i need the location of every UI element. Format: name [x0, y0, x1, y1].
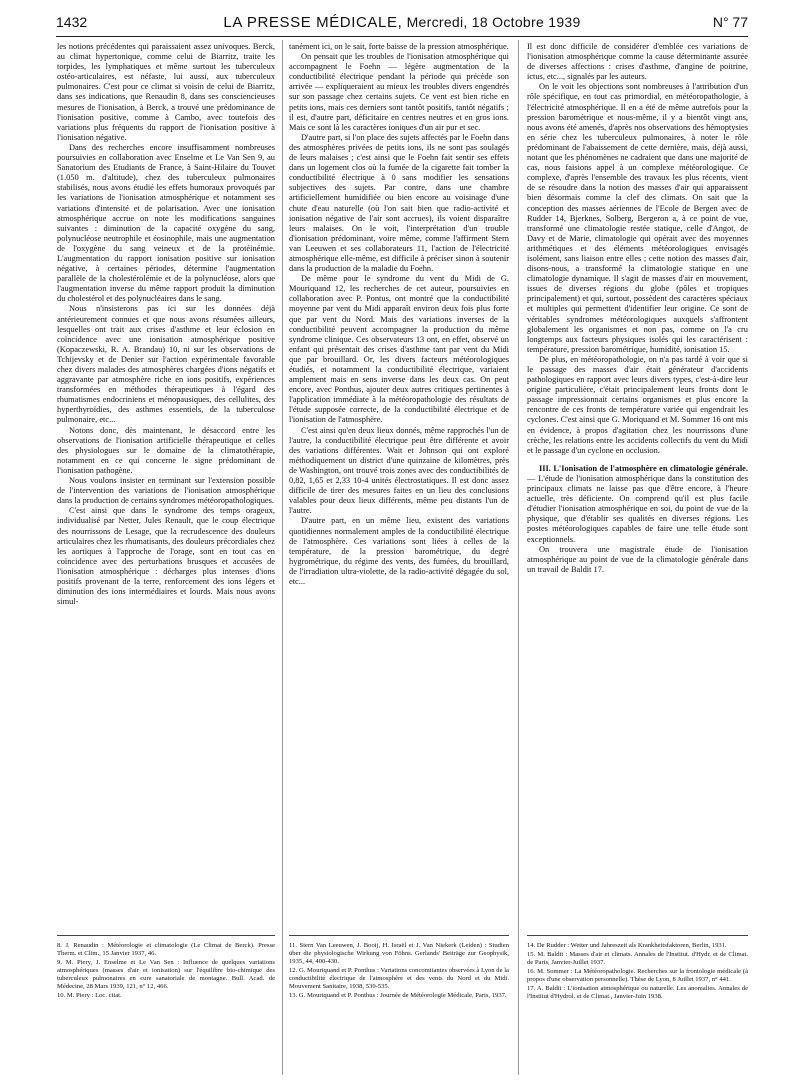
section-heading: III. L'Ionisation de l'atmosphère en climatologie générale.	[539, 463, 748, 473]
paragraph: tanément ici, on le sait, forte baisse de la pression atmosphérique.	[289, 42, 509, 51]
paragraph: De plus, en météoropathologie, on n'a pas tardé à voir que si le passage des masses d'air était générateur d'accidents pathologiques en rapport avec leurs divers types, c'est-à-dire leur origine particulière, c'était principalement leurs fronts dont le passage impressionnait certains organismes et plus encore la rencontre de ces fronts de température variée qui engendrait les cyclones. C'est ainsi que G. Moriquand et M. Sommer 16 ont mis en évidence, à propos d'agitation chez les nourrissons d'une crèche, les relations entre les accidents collectifs du vent du Midi et le passage d'un cyclone en occlusion.	[527, 354, 748, 455]
footnote: 10. M. Piery : Loc. citat.	[57, 992, 122, 999]
footnote: 11. Stern Van Leeuwen, J. Booij, H. Israël et J. Van Niekerk (Leiden) : Studien über die physiologische Wirkung von Föhns. Gerlands' Beiträge zur Geophysik, 1935, 44, 400-430.	[289, 942, 509, 965]
paragraph: D'autre part, en un même lieu, existent des variations quotidiennes normalement amples de la conductibilité électrique de l'atmosphère. Ces variations sont liées à celles de la température, de la pression barométrique, du degré hygrométrique, du régime des vents, des fumées, du brouillard, de l'irradiation ultra-violette, de la radio-activité dégagée du sol, etc...	[289, 516, 509, 586]
paragraph: Il est donc difficile de considérer d'emblée ces variations de l'ionisation atmosphérique comme la cause déterminante assurée de diverses affections : crises d'asthme, d'angine de poitrine, ictus, etc..., signalés par les auteurs.	[527, 42, 748, 82]
footnote-rule	[527, 935, 748, 936]
paragraph: On le voit les objections sont nombreuses à l'attribution d'un rôle spécifique, en tout cas primordial, en météoropathologie, à l'électricité atmosphérique. Il en a été de même autrefois pour la pression barométrique et nous-même, il y a bientôt vingt ans, nous avons été amenés, d'après nos observations des hémoptysies en série chez les tuberculeux pulmonaires, à noter le rôle prédominant de l'abaissement de cette dernière, mais, déjà aussi, notant que les phénomènes ne cadraient que dans une majorité de cas, nous faisions appel à un complexe météorologique. Ce complexe, d'après l'ensemble des travaux les plus récents, vient de se résoudre dans la notion des masses d'air qui apparaissent bien désormais comme la clef des climats. On sait que la conception des masses aériennes de l'Ecole de Bergen avec de Rudder 14, Bjerknes, Solberg, Bergeron a, à ce point de vue, transformé une climatologie restée statique, celle d'Angot, de Davy et de Marie, climatologie qui opérait avec des moyennes arithmétiques et des éléments météorologiques envisagés isolément, sans liaison entre elles ; cette notion des masses d'air, disons-nous, a transformé la climatologie statique en une climatologie dynamique. Il s'agit de masses d'air en mouvement, issues de diverses régions du globe (pôles et tropiques principalement) et qui, surtout, possèdent des caractères spéciaux et multiples qui permettent d'identifier leur origine. Ce sont de véritables syndromes météorologiques auxquels s'affrontent globalement les organismes et non pas, comme on l'a cru longtemps aux facteurs physiques isolés qui les caractérisent : température, pression barométrique, humidité, ionisation 15.	[527, 82, 748, 354]
section-paragraph	[527, 464, 748, 545]
paragraph: On trouvera une magistrale étude de l'ionisation atmosphérique au point de vue de la climatologie générale dans un travail de Baldit 17.	[527, 544, 748, 574]
footnote: 14. De Rudder : Wetter und Jahreszeit als Krankheitsfaktoren, Berlin, 1931.	[527, 942, 727, 949]
footnote: 12. G. Mouriquand et P. Ponthus : Variations concomitantes observées à Lyon de la conductibilité électrique de l'atmosphère et des vents du Nord et du Midi. Mouvement Sanitaire, 1938, 530-535.	[289, 967, 509, 990]
paragraph: Dans des recherches encore insuffisamment nombreuses poursuivies en collaboration avec Enselme et Le Van Sen 9, au Sanatorium des Etudiants de France, à Saint-Hilaire du Touvet (1.050 m. d'altitude), chez des tuberculeux pulmonaires stabilisés, nous avons étudié les effets humoraux provoqués par les variations de l'ionisation atmosphérique et notamment ses variations d'intensité et de polarisation. Avec une ionisation atmosphérique accrue on note les modifications sanguines suivantes : diminution de la capacité oxygène du sang, polynucléose neutrophile et éosinophile, mais une augmentation de l'oxygène du sang veineux et de la protéinémie. L'augmentation du rapport ionisation positive sur ionisation négative, à certaines périodes, détermine l'augmentation parallèle de la cholestérolémie et de la polynucléose, alors que l'augmentation inverse du même rapport produit la diminution du cholestérol et des polynucléaires dans le sang.	[57, 142, 275, 304]
footnotes-column-3	[527, 942, 748, 1002]
column-divider	[282, 40, 283, 1075]
paragraph: Nous voulons insister en terminant sur l'extension possible de l'intervention des variations de l'ionisation atmosphérique dans la production de certains syndromes météoropathologiques.	[57, 476, 275, 506]
column-3	[527, 42, 748, 575]
paragraph: D'autre part, si l'on place des sujets affectés par le Foehn dans des atmosphères privées de petits ions, ils ne sont pas soulagés de leurs malaises ; c'est ainsi que le Foehn fait sentir ses effets dans un logement clos où la fumée de la cigarette fait tomber la conductibilité électrique à 0 sans modifier les sensations subjectives des sujets. Par contre, dans une chambre artificiellement humidifiée ou bien encore au voisinage d'une chute d'eau naturelle (où l'on sait bien que radio-activité et ionisation négative de l'air sont accrues), ils voient disparaître leurs malaises. On le voit, l'interprétation d'un trouble d'ionisation prédominant, voire même, comme l'affirment Stern van Leeuwen et ses collaborateurs 11, l'action de l'électricité atmosphérique elle-même, est difficile à préciser sinon à soutenir dans la production de la maladie du Foehn.	[289, 132, 509, 274]
footnote-rule	[289, 935, 509, 936]
footnote-rule	[57, 935, 275, 936]
journal-name: LA PRESSE MÉDICALE,	[223, 14, 403, 31]
page-number: 1432	[56, 14, 88, 30]
footnote: 8. J. Renaudin : Météorologie et climatologie (Le Climat de Berck). Presse Therm. et Clim., 15 Janvier 1937, 46.	[57, 942, 275, 957]
paragraph: On pensait que les troubles de l'ionisation atmosphérique qui accompagnent le Foehn — légère augmentation de la conductibilité électrique pendant la période qui précède son arrivée — expliqueraient au mieux les troubles divers engendrés sur son passage chez certains sujets. Ce vent est bien riche en petits ions, mais ces derniers sont tantôt positifs, tantôt négatifs ; il est, d'autre part, déficitaire en centres neutres et en gros ions. Mais ce sont là les caractères ioniques d'un air pur et sec.	[289, 52, 509, 132]
issue-number: N° 77	[712, 14, 748, 30]
paragraph: C'est ainsi que dans le syndrome des temps orageux, individualisé par Netter, Jules Renault, que le coup électrique des nourrissons de Lesage, que la recrudescence des douleurs articulaires chez les rhumatisants, des douleurs précordiales chez les aortiques à l'approche de l'orage, sont en tout cas en coïncidence avec des perturbations brusques et accusées de l'ionisation atmosphérique : décharges plus intenses d'ions positifs provenant de la terre, renforcement des ions légers et diminution des ions intermédiaires et lourds. Mais nous avons simul-	[57, 506, 275, 607]
footnote: 17. A. Baldit : L'ionisation atmosphérique ou naturelle. Les anomalies. Annales de l'Institut d'Hydrol. et de Climat., Janvier-Juin 1938.	[527, 985, 748, 1000]
column-1	[57, 42, 275, 607]
issue-date: Mercredi, 18 Octobre 1939	[406, 14, 581, 30]
section-text: — L'étude de l'ionisation atmosphérique dans la constitution des principaux climats ne laisse pas que d'être encore, à l'heure actuelle, très déficiente. On comprend qu'il est plus facile d'étudier l'ionisation atmosphérique en soi, du point de vue de la physique, que d'établir ses qualités en diverses régions. Les postes météorologiques capables de faire une telle étude sont exceptionnels.	[527, 473, 748, 544]
footnote: 16. M. Sommer : La Météoropathologie. Recherches sur la frontologie médicale (à propos d'une observation personnelle). Thèse de Lyon, 8 Juillet 1937, n° 441.	[527, 968, 748, 983]
footnotes-column-2	[289, 942, 509, 1001]
paragraph: Nous n'insisterons pas ici sur les données déjà antérieurement connues et que nous avons résumées ailleurs, lesquelles ont trait aux crises d'asthme et leur éclosion en coïncidence avec une ionisation atmosphérique positive (Kopaczewski, R. A. Brandau) 10, ni sur les observations de Tchijevsky et de Denier sur l'action expérimentale favorable chez divers malades des atmosphères chargées d'ions négatifs et aggravante par atmosphère riche en ions positifs, expériences transformées en méthodes thérapeutiques à l'égard des rhumatismes endocriniens et ménopausiques, des cellulites, des hyperthyroïdies, des asthmes essentiels, de la tuberculose pulmonaire, etc...	[57, 304, 275, 425]
footnotes-column-1	[57, 942, 275, 1001]
running-header	[56, 10, 748, 37]
footnote: 15. M. Baldit : Masses d'air et climats. Annales de l'Institut. d'Hydr. et de Climat. de Paris, Janvier-Juillet 1937.	[527, 951, 748, 966]
paragraph: C'est ainsi qu'en deux lieux donnés, même rapprochés l'un de l'autre, la conductibilité électrique peut être différente et avoir des variations différentes. Wait et Johnson qui ont exploré méthodiquement un district d'une quinzaine de kilomètres, près de Washington, ont trouvé trois zones avec des conductibilités de 0,82, 1,65 et 2,33 10-4 unités électrostatiques. Il est donc assez difficile de tirer des mesures faites en un lieu des conclusions valables pour deux lieux différents, même peu distants l'un de l'autre.	[289, 425, 509, 516]
column-2	[289, 42, 509, 587]
journal-title	[56, 14, 748, 31]
footnote: 13. G. Mouriquand et P. Ponthus : Journée de Météorologie Médicale, Paris, 1937.	[289, 992, 507, 999]
footnote: 9. M. Piery, J. Enselme et Le Van Sen : Influence de quelques variations atmosphériques (masses d'air et ionisation) sur l'équilibre bio-chimique des tuberculeux pulmonaires en cure sanatoriale de montagne. Bull. Acad. de Médecine, 28 Mars 1939, 121, n° 12, 466.	[57, 959, 275, 990]
column-divider	[518, 40, 519, 1075]
paragraph: Notons donc, dès maintenant, le désaccord entre les observations de l'ionisation artificielle thérapeutique et celles des physiologues sur le domaine de la climatothérapie, notamment en ce qui concerne le signe prédominant de l'ionisation pathogène.	[57, 425, 275, 475]
paragraph: les notions précédentes qui paraissaient assez univoques. Berck, au climat hypertonique, comme celui de Biarritz, traite les torpides, les lymphatiques et même surtout les tuberculeux ostéo-articulaires, est néfaste, lui aussi, aux tuberculeux pulmonaires. C'est pour ce climat si voisin de celui de Biarritz, dans ses indications, que Renaudin 8, dans ses consciencieuses mesures de l'ionisation, à Berck, a trouvé une prédominance de l'ionisation positive, comme à Cambo, avec toutefois des variations plus fréquents du rapport de l'ionisation positive à l'ionisation négative.	[57, 42, 275, 142]
paragraph: De même pour le syndrome du vent du Midi de G. Mouriquand 12, les recherches de cet auteur, poursuivies en collaboration avec P. Pontus, ont montré que la conductibilité moyenne par vent du Midi apparaît environ deux fois plus forte que par vent du Nord. Mais des variations inverses de la conductibilité peuvent accompagner la production du même syndrome clinique. Ces observateurs 13 ont, en effet, observé un enfant qui présentait des crises d'asthme tant par vent du Midi que par brouillard. Or, les divers facteurs météorologiques étudiés, et notamment la conductibilité électrique, variaient amplement mais en sens inverse dans les deux cas. On peut encore, avec Ponthus, ajouter deux autres critiques pertinentes à l'application immédiate à la météoropathologie des résultats de l'étude supposée correcte, de la conductibilité électrique et de l'ionisation de l'atmosphère.	[289, 274, 509, 425]
